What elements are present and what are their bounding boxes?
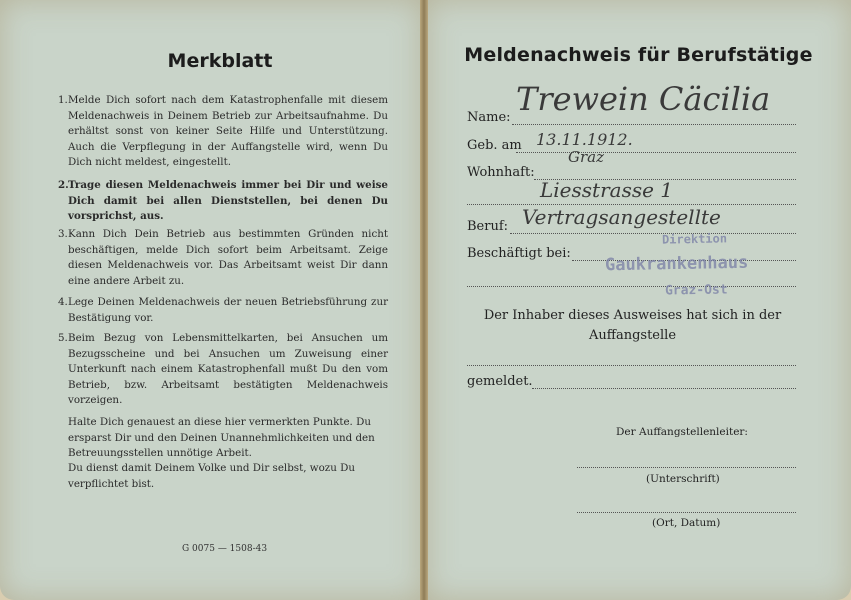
registered-label: gemeldet. [467, 374, 533, 389]
item-number: 4. [58, 296, 68, 308]
form-code: G 0075 — 1508-43 [182, 544, 268, 554]
instruction-item-5 [58, 331, 388, 409]
place-date-label: (Ort, Datum) [652, 517, 721, 529]
profession-label: Beruf: [467, 219, 509, 234]
born-line [516, 152, 796, 153]
registered-line [532, 388, 796, 389]
closing-paragraph: Halte Dich genauest an diese hier vermerkten Punkte. Du ersparst Dir und den Deinen Unannehmlichkeiten und den Betreuungsstellen unnötige Arbeit. [68, 416, 375, 459]
merkblatt-title: Merkblatt [167, 50, 273, 72]
handwritten-birthdate: 13.11.1912. [536, 130, 633, 149]
employed-line-2 [467, 286, 796, 287]
signature-line [577, 467, 796, 468]
item-number: 5. [58, 332, 68, 344]
employed-label: Beschäftigt bei: [467, 246, 571, 261]
stamp-line-1: Direktion [661, 231, 728, 247]
handwritten-profession: Vertragsangestellte [522, 205, 721, 229]
item-text: Lege Deinen Meldenachweis der neuen Betriebsführung zur Bestätigung vor. [68, 296, 388, 324]
booklet-spine [420, 0, 428, 600]
instruction-item-3 [58, 227, 388, 289]
head-label: Der Auffangstellenleiter: [616, 426, 748, 438]
instruction-item-2 [58, 178, 388, 225]
handwritten-street: Liesstrasse 1 [540, 178, 674, 202]
profession-line [510, 233, 796, 234]
item-number: 3. [58, 228, 68, 240]
meldenachweis-title: Meldenachweis für Berufstätige [464, 44, 813, 66]
item-text: Kann Dich Dein Betrieb aus bestimmten Gründen nicht beschäftigen, melde Dich sofort beim Arbeitsamt. Zeige diesen Meldenachweis vor. Das Arbeitsamt weist Dir dann eine andere Arbeit zu. [68, 228, 388, 287]
born-label: Geb. am [467, 138, 522, 153]
item-number: 2. [58, 179, 69, 191]
stamp-line-3: Graz-Ost [664, 282, 728, 299]
item-number: 1. [58, 94, 68, 106]
item-text: Trage diesen Meldenachweis immer bei Dir und weise Dich damit bei allen Dienststellen, bei denen Du vorsprichst, aus. [68, 179, 388, 222]
handwritten-city: Graz [568, 148, 604, 166]
handwritten-name: Trewein Cäcilia [516, 80, 771, 118]
name-line [512, 124, 796, 125]
instruction-item-1 [58, 93, 388, 171]
name-label: Name: [467, 110, 511, 125]
residence-label: Wohnhaft: [467, 165, 535, 180]
auffangstelle-line [467, 365, 796, 366]
item-text: Beim Bezug von Lebensmittelkarten, bei Ansuchen um Bezugsscheine und bei Ansuchen um Zuweisung einer Unterkunft nach einem Katastrophenfall mußt Du den vom Betrieb, bzw. Arbeitsamt bestätigten Meldenachweis vorzeigen. [68, 332, 388, 406]
signature-label: (Unterschrift) [646, 473, 720, 485]
closing-paragraph-2: Du dienst damit Deinem Volke und Dir selbst, wozu Du verpflichtet bist. [68, 462, 355, 490]
instruction-item-4 [58, 295, 388, 326]
statement-text: Der Inhaber dieses Ausweises hat sich in der Auffangstelle [483, 308, 782, 343]
stamp-line-2: Gaukrankenhaus [604, 252, 749, 276]
item-text: Melde Dich sofort nach dem Katastrophenfalle mit diesem Meldenachweis in Deinem Betrieb zur Arbeitsaufnahme. Du erhältst sonst von keiner Seite Hilfe und Unterstützung. Auch die Verpflegung in der Auffangstelle wird, wenn Du Dich nicht meldest, eingestellt. [68, 94, 388, 168]
place-date-line [577, 512, 796, 513]
